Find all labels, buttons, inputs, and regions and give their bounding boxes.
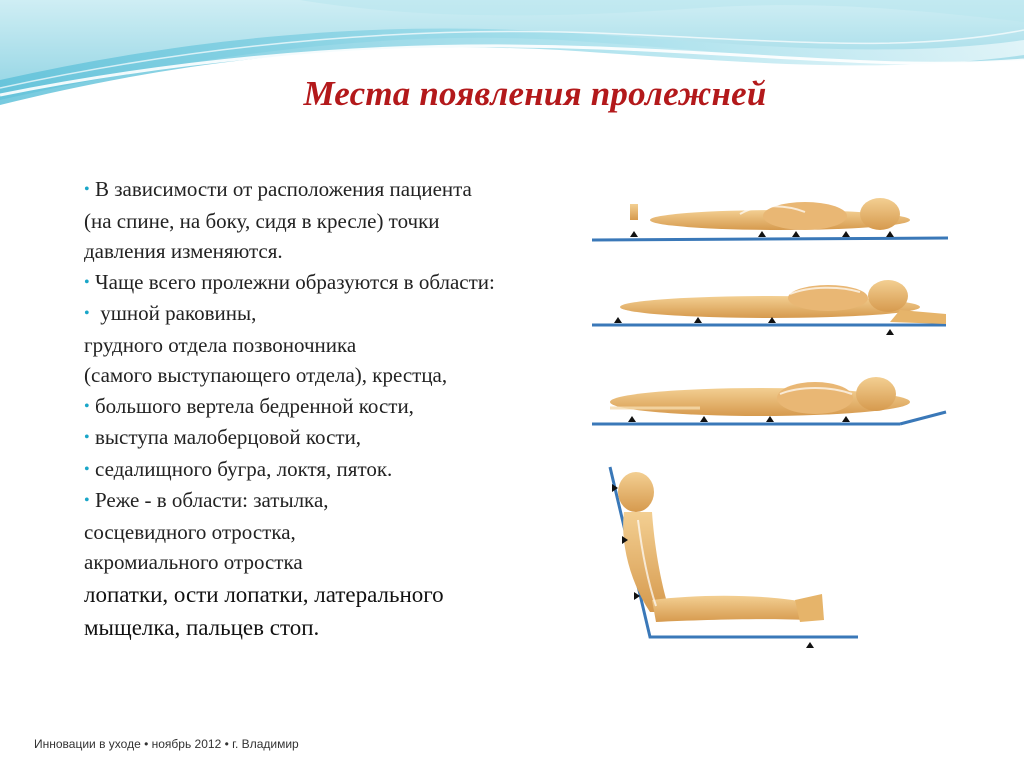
- text-line: (на спине, на боку, сидя в кресле) точки: [84, 208, 440, 233]
- text-line: грудного отдела позвоночника: [84, 332, 357, 357]
- footer-text: Инновации в уходе • ноябрь 2012 • г. Владимир: [34, 737, 299, 751]
- text-line: • ушной раковины,: [84, 298, 604, 330]
- text-line: • седалищного бугра, локтя, пяток.: [84, 454, 604, 486]
- lateral-position-figure: [592, 377, 946, 424]
- bullet-icon: •: [84, 460, 90, 478]
- bullet-icon: •: [84, 181, 90, 198]
- text-line: лопатки, ости лопатки, латерального: [84, 581, 444, 607]
- text-line: • Реже - в области: затылка,: [84, 485, 604, 517]
- bullet-icon: •: [84, 429, 90, 446]
- bullet-icon: •: [84, 273, 90, 291]
- text-line: • В зависимости от расположения пациента: [84, 174, 604, 206]
- bullet-icon: •: [84, 397, 90, 415]
- text-line: • большого вертела бедренной кости,: [84, 391, 604, 423]
- text-line: мыщелка, пальцев стоп.: [84, 614, 320, 640]
- text-line: (самого выступающего отдела), крестца,: [84, 363, 448, 387]
- bullet-icon: •: [84, 492, 90, 509]
- prone-position-figure: [592, 280, 946, 335]
- text-line: акромиального отростка: [84, 550, 303, 574]
- text-line: давления изменяются.: [84, 239, 283, 263]
- text-line: • выступа малоберцовой кости,: [84, 422, 604, 454]
- body-text: [84, 174, 604, 644]
- pressure-points-illustration: [590, 182, 950, 660]
- text-line: • Чаще всего пролежни образуются в области:: [84, 267, 604, 299]
- text-line: сосцевидного отростка,: [84, 519, 296, 544]
- slide-title: Места появления пролежней: [303, 74, 767, 113]
- bullet-icon: •: [84, 305, 90, 322]
- sitting-position-figure: [610, 467, 858, 648]
- supine-position-figure: [592, 198, 948, 240]
